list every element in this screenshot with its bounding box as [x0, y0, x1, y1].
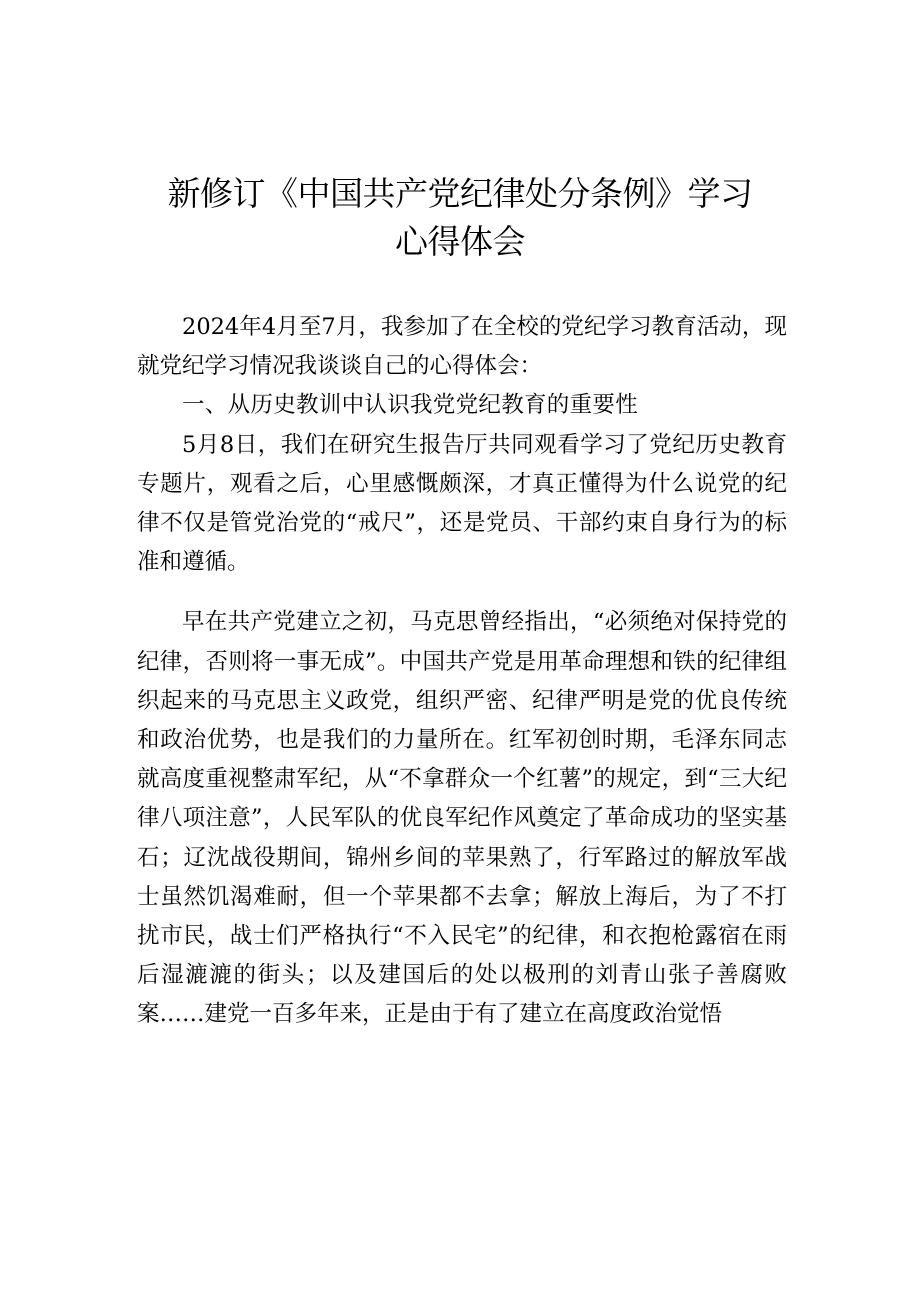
- paragraph-intro: 2024年4月至7月，我参加了在全校的党纪学习教育活动，现就党纪学习情况我谈谈自己的心得体会：: [137, 314, 787, 380]
- paragraph-film-viewing: 5月8日，我们在研究生报告厅共同观看学习了党纪历史教育专题片，观看之后，心里感慨颇深，才真正懂得为什么说党的纪律不仅是管党治党的“戒尺”，还是党员、干部约束自身行为的标准和遵循。: [137, 431, 787, 576]
- section-heading-1: 一、从历史教训中认识我党党纪教育的重要性: [182, 392, 639, 419]
- document-title-line-2: 心得体会: [395, 222, 525, 261]
- document-title-line-1: 新修订《中国共产党纪律处分条例》学习: [167, 174, 753, 213]
- document-body: [137, 308, 787, 1035]
- paragraph-history: 早在共产党建立之初，马克思曾经指出，“必须绝对保持党的纪律，否则将一事无成”。中国共产党是用革命理想和铁的纪律组织起来的马克思主义政党，组织严密、纪律严明是党的优良传统和政治优势，也是我们的力量所在。红军初创时期，毛泽东同志就高度重视整肃军纪，从“不拿群众一个红薯”的规定，到“三大纪律八项注意”，人民军队的优良军纪作风奠定了革命成功的坚实基石；辽沈战役期间，锦州乡间的苹果熟了，行军路过的解放军战士虽然饥渴难耐，但一个苹果都不去拿；解放上海后，为了不打扰市民，战士们严格执行“不入民宅”的纪律，和衣抱枪露宿在雨后湿漉漉的街头；以及建国后的处以极刑的刘青山张子善腐败案……建党一百多年来，正是由于有了建立在高度政治觉悟: [137, 609, 787, 1028]
